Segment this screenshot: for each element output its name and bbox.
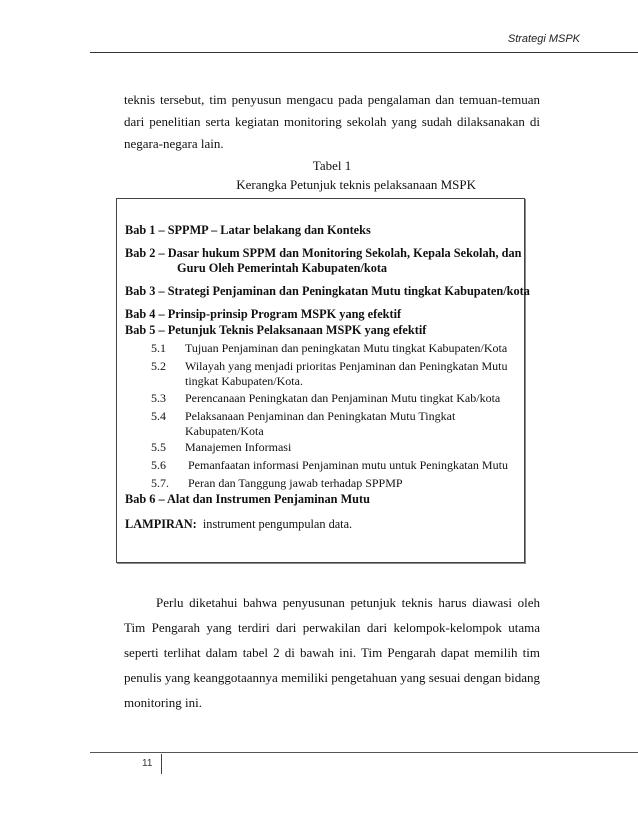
- section-title: Tujuan Penjaminan dan peningkatan Mutu tingkat Kabupaten/Kota: [185, 341, 508, 355]
- section-title: Manajemen Informasi: [185, 440, 292, 454]
- page-number: 11: [142, 758, 153, 769]
- section-title: Peran dan Tanggung jawab terhadap SPPMP: [185, 476, 403, 490]
- section-title: Pelaksanaan Penjaminan dan Peningkatan Mutu Tingkat Kabupaten/Kota: [185, 409, 456, 438]
- chapter-5: Bab 5 – Petunjuk Teknis Pelaksanaan MSPK yang efektif: [125, 323, 427, 337]
- chapter-2-line-2: Guru Oleh Pemerintah Kabupaten/kota: [177, 261, 388, 275]
- section-number: 5.4: [151, 409, 166, 423]
- appendix-label: LAMPIRAN:: [125, 517, 197, 531]
- appendix-text: instrument pengumpulan data.: [196, 517, 353, 531]
- section-number: 5.5: [151, 440, 166, 454]
- section-number: 5.2: [151, 359, 166, 373]
- running-header-title: Strategi MSPK: [507, 33, 580, 45]
- header-rule: [90, 52, 638, 53]
- section-title: Pemanfaatan informasi Penjaminan mutu untuk Peningkatan Mutu: [185, 458, 508, 472]
- section-number: 5.3: [151, 391, 166, 405]
- table-outline-box: [116, 198, 530, 563]
- intro-paragraph: teknis tersebut, tim penyusun mengacu pada pengalaman dan temuan-temuan dari penelitian serta kegiatan monitoring sekolah yang sudah dilaksanakan di negara-negara lain.: [124, 92, 540, 151]
- closing-paragraph: Perlu diketahui bahwa penyusunan petunjuk teknis harus diawasi oleh Tim Pengarah yang terdiri dari perwakilan dari kelompok-kelompok utama seperti terlihat dalam tabel 2 di bawah ini. Tim Pengarah dapat memilih tim penulis yang keanggotaannya memiliki pengetahuan yang sesuai dengan bidang monitoring ini.: [124, 595, 540, 710]
- section-title: Perencanaan Peningkatan dan Penjaminan Mutu tingkat Kab/kota: [185, 391, 501, 405]
- section-number: 5.7.: [151, 476, 169, 490]
- chapter-4: Bab 4 – Prinsip-prinsip Program MSPK yang efektif: [125, 307, 402, 321]
- chapter-1: Bab 1 – SPPMP – Latar belakang dan Konteks: [125, 223, 371, 237]
- table-label: Tabel 1: [312, 158, 352, 173]
- appendix-line: [125, 517, 352, 532]
- section-number: 5.1: [151, 341, 166, 355]
- section-title: Wilayah yang menjadi prioritas Penjaminan dan Peningkatan Mutu tingkat Kabupaten/Kota.: [185, 359, 508, 388]
- table-caption: Kerangka Petunjuk teknis pelaksanaan MSPK: [236, 177, 476, 192]
- section-number: 5.6: [151, 458, 166, 472]
- footer-rule: [90, 752, 638, 753]
- chapter-3: Bab 3 – Strategi Penjaminan dan Peningkatan Mutu tingkat Kabupaten/kota: [125, 284, 530, 298]
- page-number-divider: [161, 754, 162, 774]
- chapter-6: Bab 6 – Alat dan Instrumen Penjaminan Mutu: [125, 492, 370, 506]
- chapter-2-line-1: Bab 2 – Dasar hukum SPPM dan Monitoring Sekolah, Kepala Sekolah, dan: [125, 246, 522, 260]
